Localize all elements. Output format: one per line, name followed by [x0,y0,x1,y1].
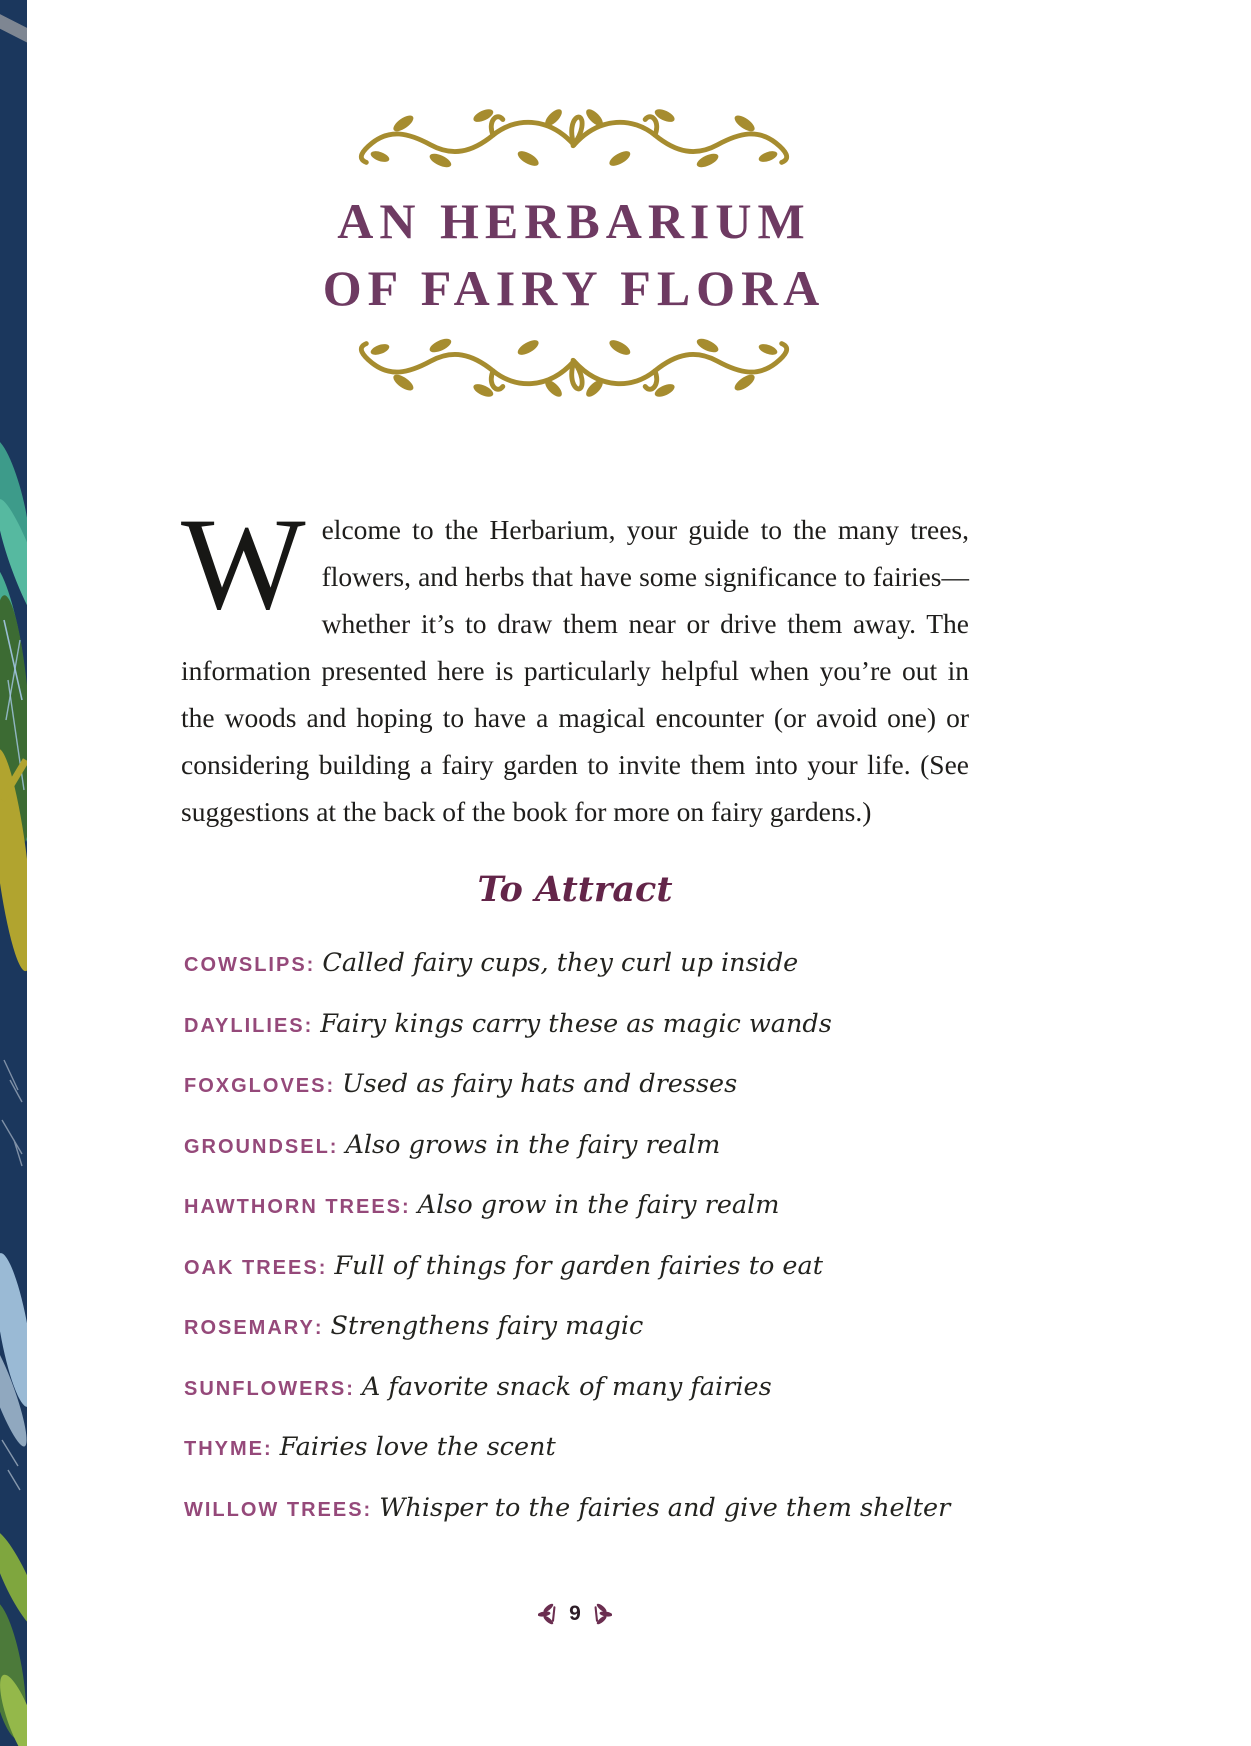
plant-term: OAK TREES : [184,1257,325,1279]
plant-description: Used as fairy hats and dresses [342,1069,738,1099]
plant-term: SUNFLOWERS : [184,1378,353,1400]
leaf-fleuron-right-icon [593,1602,612,1626]
leaf-fleuron-left-icon [538,1602,557,1626]
attract-list [184,948,994,1553]
vine-flourish-bottom-icon [339,328,809,406]
page-number: 9 [569,1602,581,1625]
page-title-line1: AN HERBARIUM [337,193,811,249]
plant-description: Also grow in the fairy realm [417,1190,780,1220]
page-title [180,188,968,322]
list-item [184,1432,994,1466]
page-title-line2: OF FAIRY FLORA [322,260,826,316]
list-item [184,1130,994,1164]
list-item [184,1069,994,1103]
list-item [184,1009,994,1043]
plant-term: HAWTHORN TREES : [184,1196,409,1218]
plant-term: FOXGLOVES : [184,1075,333,1097]
plant-term: GROUNDSEL : [184,1136,336,1158]
chapter-header [180,100,968,406]
plant-term: DAYLILIES : [184,1015,311,1037]
plant-description: A favorite snack of many fairies [361,1371,772,1402]
drop-cap: W [181,489,306,637]
intro-paragraph [181,489,969,835]
plant-description: Whisper to the fairies and give them shelter [379,1492,951,1523]
plant-description: Fairies love the scent [279,1432,556,1462]
list-item [184,1493,994,1527]
plant-term: COWSLIPS : [184,954,313,976]
plant-term: THYME : [184,1438,271,1460]
plant-description: Strengthens fairy magic [330,1311,644,1341]
vine-flourish-top-icon [339,100,809,178]
list-item [184,1190,994,1224]
list-item [184,948,994,982]
list-item [184,1251,994,1285]
intro-text: elcome to the Herbarium, your guide to the many trees, flowers, and herbs that have some significance to fairies—whether it’s to draw them near or drive them away. The information presented here is particularly helpful when you’re out in the woods and hoping to have a magical encounter (or avoid one) or considering building a fairy garden to invite them into your life. (See suggestions at the back of the book for more on fairy gardens.) [181,513,969,827]
list-item [184,1311,994,1345]
plant-description: Also grows in the fairy realm [345,1129,721,1160]
plant-description: Fairy kings carry these as magic wands [320,1008,832,1039]
list-item [184,1372,994,1406]
page-footer [181,1602,969,1631]
section-heading-to-attract: To Attract [477,869,673,910]
plant-term: WILLOW TREES : [184,1499,370,1521]
plant-description: Called fairy cups, they curl up inside [322,948,799,978]
botanical-leaves-strip-icon [0,0,27,1746]
plant-description: Full of things for garden fairies to eat [334,1250,823,1281]
plant-term: ROSEMARY : [184,1317,322,1339]
